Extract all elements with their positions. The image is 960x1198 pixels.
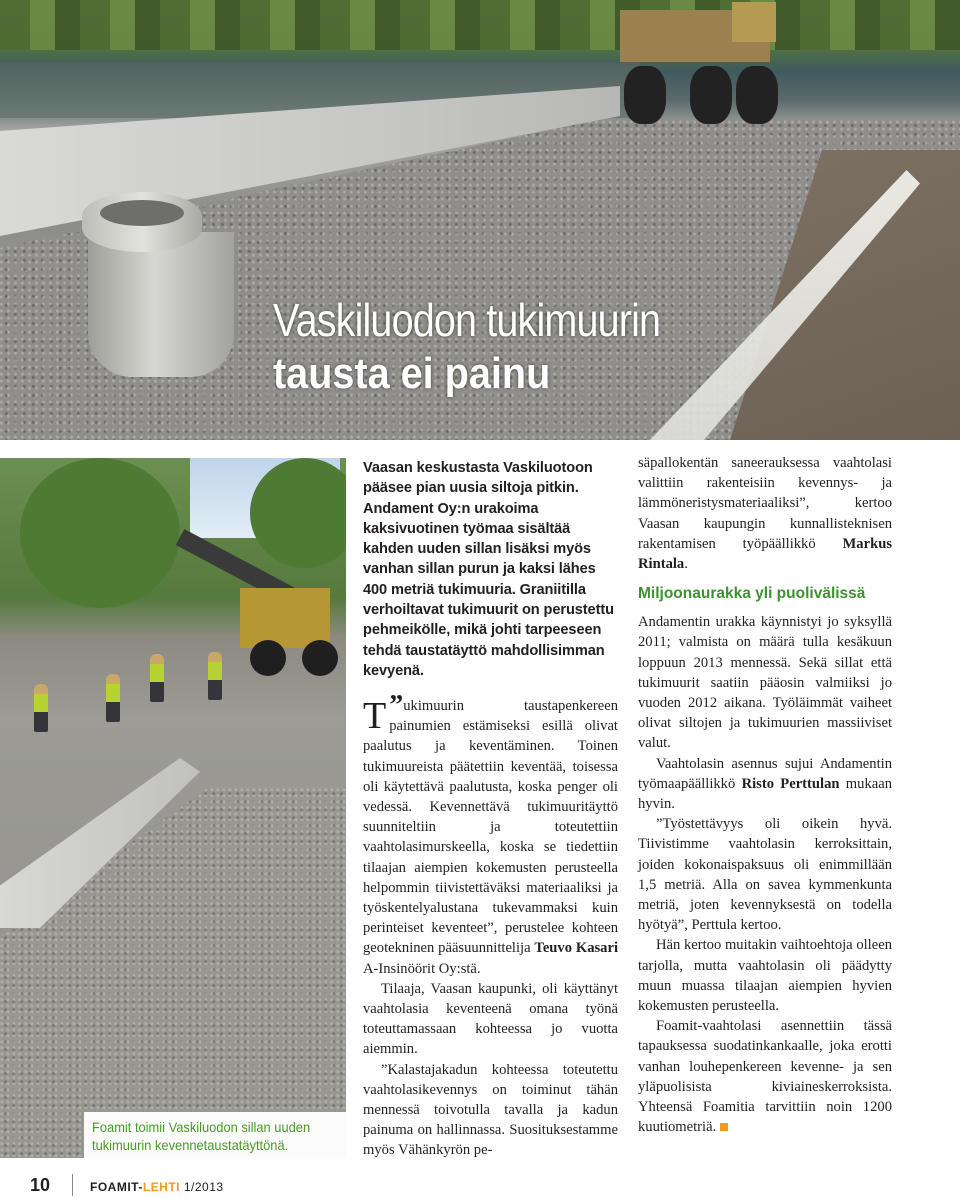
photo-worker xyxy=(208,652,222,700)
paragraph: ” T ukimuurin taustapenkereen painumien estämiseksi esillä olivat paalutus ja keventäminen. Toinen tukimuureista päätettiin keventää, toisessa oli käytettävä paalutusta, koska penger oli vedessä. Kevennettävä tukimuuritäyttö suunniteltiin ja toteutettiin vaahtolasimurskeella, koska se tiedettiin tilaajan aiempien kokemusten perusteella helpommin tiivistettäväksi materiaaliksi ja työskentelyalustana tukevammaksi kuin perinteiset keventeet”, perustelee kohteen geotekninen pääsuunnittelija Teuvo Kasari A-Insinöörit Oy:stä. xyxy=(363,690,619,977)
paragraph: Hän kertoo muitakin vaihtoehtoja olleen tarjolla, mutta vaahtolasin oli päädytty muun muassa tilaajan aiempien hyvien kokemusten perusteella. xyxy=(638,937,892,1015)
photo-caption: Foamit toimii Vaskiluodon sillan uuden tukimuurin kevennetaustatäyttönä. xyxy=(92,1119,311,1153)
photo-gravel xyxy=(0,788,346,1158)
hero-dump-truck xyxy=(612,2,780,126)
photo-worker xyxy=(106,674,120,722)
paragraph: säpallokentän saneerauksessa vaahtolasi valittiin rakenteisiin kevennys- ja lämmöneristysmateriaaliksi”, kertoo Vaasan kaupungin kunnallisteknisen rakentamisen työpäällikkö Markus Rintala. xyxy=(638,455,892,573)
drop-cap: T xyxy=(363,695,387,737)
footer-divider xyxy=(72,1174,73,1196)
text-column-2 xyxy=(363,690,619,1161)
text-column-3 xyxy=(638,453,892,1138)
article-headline xyxy=(273,292,723,400)
publication-name: FOAMIT-LEHTI 1/2013 xyxy=(90,1180,224,1194)
hero-trees xyxy=(0,0,960,50)
headline-line-2: tausta ei painu xyxy=(273,349,551,398)
photo-tree xyxy=(20,458,180,608)
hero-concrete-pipe xyxy=(82,192,234,377)
page-footer xyxy=(0,1172,960,1198)
paragraph: Vaahtolasin asennus sujui Andamentin työmaapäällikkö Risto Perttulan mukaan hyvin. xyxy=(638,755,892,813)
section-subheading: Miljoonaurakka yli puolivälissä xyxy=(638,585,866,603)
headline-line-1: Vaskiluodon tukimuurin xyxy=(273,294,661,346)
photo-worker xyxy=(34,684,48,732)
person-name: Markus Rintala xyxy=(638,535,892,573)
quote-mark: ” xyxy=(389,690,404,721)
paragraph: Foamit-vaahtolasi asennettiin tässä tapauksessa suodatinkankaalle, joka erotti vanhan louhepenkereen kevenne- ja sen yläpuolisista kiviaineskerroksista. Yhteensä Foamitia tarvittiin noin 1200 kuutiometriä. xyxy=(638,1018,892,1136)
page-number: 10 xyxy=(30,1175,51,1195)
orange-square-icon xyxy=(720,1123,728,1131)
photo-worker xyxy=(150,654,164,702)
article-lead: Vaasan keskustasta Vaskiluotoon pääsee pian uusia siltoja pitkin. Andament Oy:n urakoima kaksivuotinen työmaa sisältää kahden uuden sillan lisäksi myös vanhan sillan purun ja kaksi lähes 400 metriä tukimuuria. Graniitilla verhoiltavat tukimuurit on perustettu pehmeikölle, mikä johti tarpeeseen tehdä taustatäyttö mahdollisimman kevyenä. xyxy=(363,460,614,679)
paragraph: ”Kalastajakadun kohteessa toteutettu vaahtolasikevennys on toiminut tähän mennessä toivotulla tavalla ja kadun painuma on hallinnassa. Suosituksestamme myös Vähänkyrön pe- xyxy=(363,1061,618,1159)
paragraph: Tilaaja, Vaasan kaupunki, oli käyttänyt vaahtolasia keventeenä omana työnä toteuttamassaan kohteessa jo vuotta aiemmin. xyxy=(363,980,618,1058)
person-name: Teuvo Kasari xyxy=(534,940,619,957)
paragraph: ”Työstettävyys oli oikein hyvä. Tiivistimme vaahtolasin kerroksittain, joiden kokonaispaksuus oli enimmillään 1,5 metriä. Alla on savea kymmenkunta metriä, joten kevennyksestä on todella hyötyä”, Perttula kertoo. xyxy=(638,816,892,934)
photo-excavator xyxy=(180,528,340,678)
paragraph: Andamentin urakka käynnistyi jo syksyllä 2011; valmista on määrä tulla kesäkuun loppuun 2013 mennessä. Sekä sillat että tukimuurit saatiin pääosin valmiiksi jo vuoden 2012 aikana. Työläimmät vaiheet olivat siltojen ja tukimuurien massiiviset valut. xyxy=(638,614,892,752)
worksite-photo xyxy=(0,458,346,1158)
person-name: Risto Perttulan xyxy=(741,775,840,792)
